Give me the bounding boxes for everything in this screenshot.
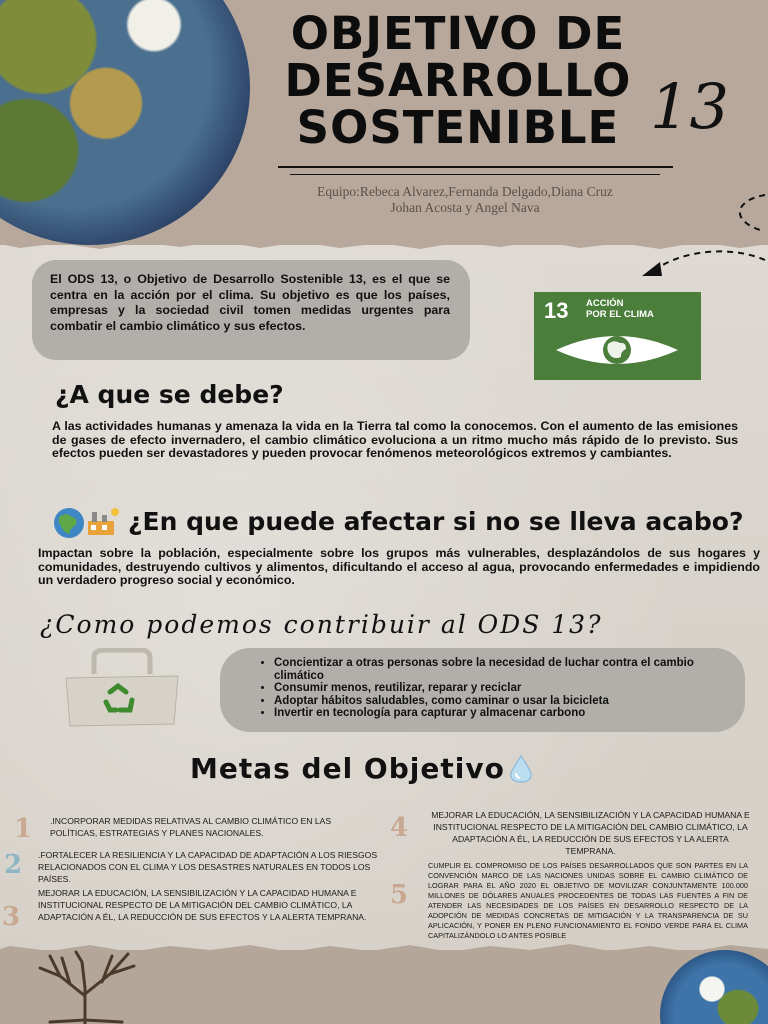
goal-text-2: .FORTALECER LA RESILIENCIA Y LA CAPACIDAD DE ADAPTACIÓN A LOS RIESGOS RELACIONADOS CON EL CLIMA Y LOS DESASTRES NATURALES EN TODOS LOS PAÍSES.	[38, 850, 378, 884]
goal-text-5: CUMPLIR EL COMPROMISO DE LOS PAÍSES DESARROLLADOS QUE SON PARTES EN LA CONVENCIÓN MARCO DE LAS NACIONES UNIDAS SOBRE EL CAMBIO CLIMÁTICO DE LOGRAR PARA EL AÑO 2020 EL OBJETIVO DE MOVILIZAR CONJUNTAMENTE 100.000 MILLONES DE DÓLARES ANUALES PROCEDENTES DE TODAS LAS FUENTES A FIN DE ATENDER LAS NECESIDADES DE LOS PAÍSES EN DESARROLLO RESPECTO DE LA ADOPCIÓN DE MEDIDAS CONCRETAS DE MITIGACIÓN Y LA TRANSPARENCIA DE SU APLICACIÓN, Y PONER EN PLENO FUNCIONAMIENTO EL FONDO VERDE PARA EL CLIMA CAPITALIZÁNDOLO LO ANTES POSIBLE	[428, 861, 748, 940]
effects-text: Impactan sobre la población, especialmente sobre los grupos más vulnerables, desplazándolos de sus hogares y comunidades, destruyendo cultivos y alimentos, dificultando el acceso al agua, provocando enfermedades e impidiendo un verdadero progreso social y económico.	[38, 546, 760, 588]
contribute-item: • Concientizar a otras personas sobre la necesidad de luchar contra el cambio climático	[274, 657, 744, 682]
contribute-list	[258, 657, 744, 720]
dashed-arrow-icon	[640, 190, 768, 280]
title-line-3: SOSTENIBLE	[296, 101, 620, 154]
title-line-1: OBJETIVO DE	[290, 7, 626, 60]
contribute-item: • Consumir menos, reutilizar, reparar y reciclar	[274, 682, 744, 695]
goal-number-3: 3	[2, 902, 21, 932]
water-drop-icon	[505, 754, 537, 784]
goal-text-1: .INCORPORAR MEDIDAS RELATIVAS AL CAMBIO CLIMÁTICO EN LAS POLÍTICAS, ESTRATEGIAS Y PLANES NACIONALES.	[50, 816, 332, 838]
intro-text: El ODS 13, o Objetivo de Desarrollo Sostenible 13, es el que se centra en la acción por el clima. Su objetivo es que los países, empresas y la sociedad civil tomen medidas urgentes para combatir el cambio climático y sus efectos.	[50, 272, 450, 333]
world-industry-icon	[52, 506, 122, 540]
bare-tree-image	[10, 948, 160, 1024]
title-divider-1	[278, 166, 673, 168]
goal-number-5: 5	[390, 880, 409, 910]
effects-heading: ¿En que puede afectar si no se lleva acabo?	[128, 507, 744, 536]
contribute-item: • Invertir en tecnología para capturar y almacenar carbono	[274, 707, 744, 720]
goal-number-2: 2	[4, 850, 23, 880]
eye-globe-icon	[554, 330, 680, 370]
title-divider-2	[290, 174, 660, 175]
contribute-item: • Adoptar hábitos saludables, como caminar o usar la bicicleta	[274, 695, 744, 708]
metas-heading: Metas del Objetivo	[190, 752, 505, 785]
goal-number-4: 4	[390, 813, 409, 843]
goal-number: 13	[650, 70, 729, 143]
team-line-2: Johan Acosta y Angel Nava	[390, 200, 540, 215]
contribute-heading: ¿Como podemos contribuir al ODS 13?	[40, 610, 603, 639]
sdg-13-card	[534, 292, 701, 380]
sdg-label-line-1: ACCIÓN	[586, 298, 624, 309]
team-line-1: Equipo:Rebeca Alvarez,Fernanda Delgado,Diana Cruz	[317, 184, 613, 199]
sdg-card-number: 13	[544, 298, 569, 323]
goal-text-3: MEJORAR LA EDUCACIÓN, LA SENSIBILIZACIÓN Y LA CAPACIDAD HUMANA E INSTITUCIONAL RESPECTO DE LA MITIGACIÓN DEL CAMBIO CLIMÁTICO, LA ADAPTACIÓN A ÉL, LA REDUCCIÓN DE SUS EFECTOS Y LA ALERTA TEMPRANA.	[38, 888, 367, 922]
sdg-card-label	[586, 298, 686, 320]
sdg-label-line-2: POR EL CLIMA	[586, 309, 654, 320]
recycle-bag-image	[62, 648, 182, 728]
goal-number-1: 1	[14, 814, 33, 844]
causes-heading: ¿A que se debe?	[55, 380, 284, 409]
title-line-2: DESARROLLO	[284, 54, 632, 107]
causes-text: A las actividades humanas y amenaza la vida en la Tierra tal como la conocemos. Con el aumento de las emisiones de gases de efecto invernadero, el cambio climático evoluciona a un ritmo mucho más rápido de lo previsto. Sus efectos pueden ser devastadores y pueden provocar fenómenos meteorológicos extremos y cambiantes.	[52, 419, 738, 461]
goal-text-4: MEJORAR LA EDUCACIÓN, LA SENSIBILIZACIÓN Y LA CAPACIDAD HUMANA E INSTITUCIONAL RESPECTO DE LA MITIGACIÓN DEL CAMBIO CLIMÁTICO, LA ADAPTACIÓN A ÉL, LA REDUCCIÓN DE SUS EFECTOS Y LA ALERTA TEMPRANA.	[431, 810, 750, 856]
